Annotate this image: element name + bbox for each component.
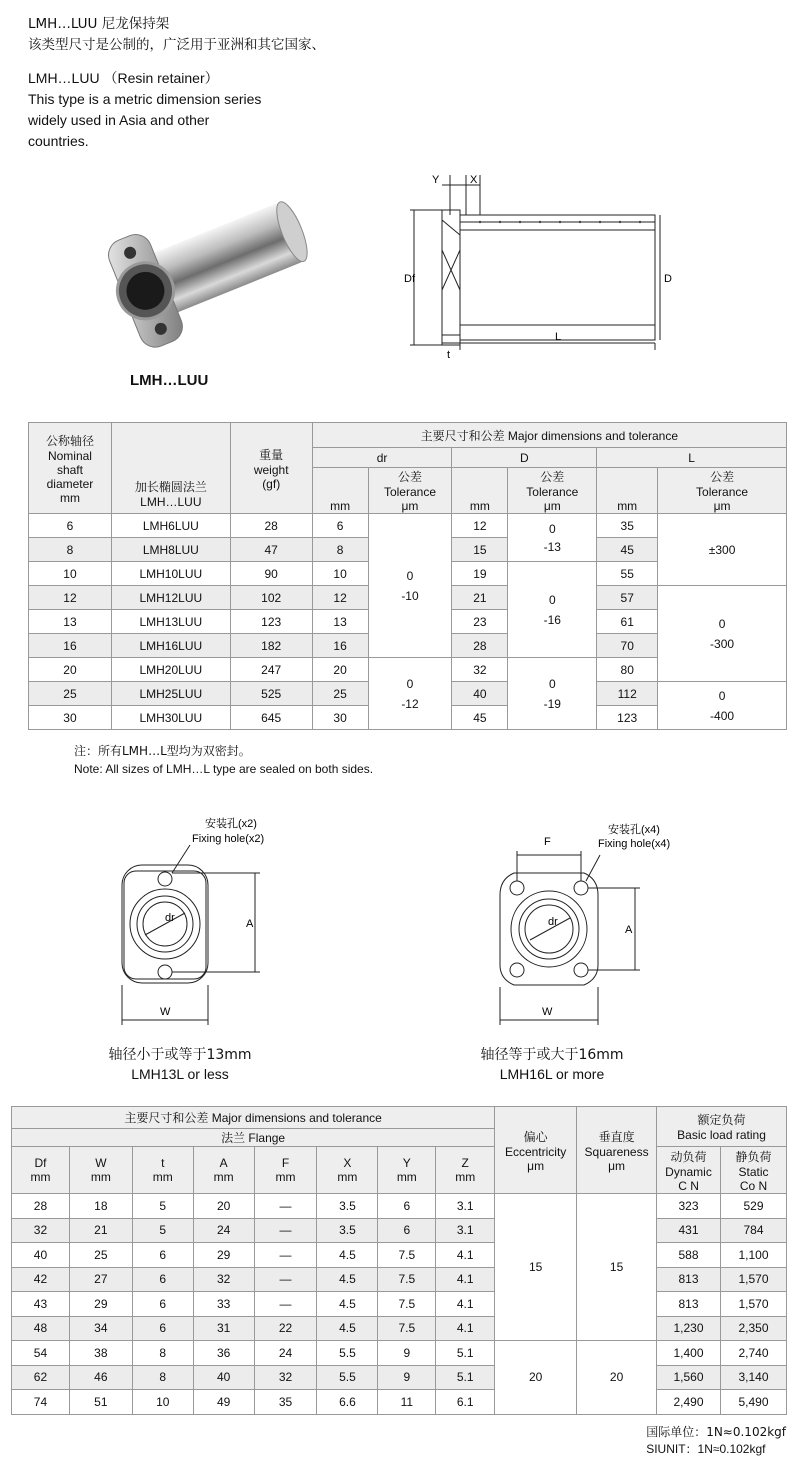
load-rating-header: 额定负荷 Basic load rating — [657, 1107, 787, 1147]
cell-y: 7.5 — [378, 1316, 436, 1341]
col-y: Y mm — [378, 1147, 436, 1194]
intro-cn-title: LMH…LUU 尼龙保持架 — [28, 16, 170, 32]
cell-a: 33 — [193, 1292, 254, 1317]
cell-static: 1,570 — [721, 1267, 787, 1292]
dim-y-label: Y — [432, 174, 440, 186]
D-tol-c: 0 -19 — [508, 658, 597, 730]
cell-dynamic: 323 — [657, 1194, 721, 1219]
cell-x: 5.5 — [317, 1365, 378, 1390]
fixing-hole-en-left: Fixing hole(x2) — [192, 833, 265, 845]
L-tol-b: 0 -300 — [658, 586, 787, 682]
cell-w: 25 — [69, 1243, 132, 1268]
cell-y: 6 — [378, 1194, 436, 1219]
cell-x: 4.5 — [317, 1243, 378, 1268]
cell-y: 9 — [378, 1365, 436, 1390]
col-weight-header: 重量 weight (gf) — [230, 423, 312, 514]
dimension-table — [28, 422, 787, 730]
table-row: 6 LMH6LUU 28 6 0 -10 12 0 -13 35 ±300 — [29, 514, 787, 538]
cell-a: 32 — [193, 1267, 254, 1292]
intro-cn-desc: 该类型尺寸是公制的，广泛用于亚洲和其它国家、 — [28, 37, 325, 53]
cell-f: — — [254, 1267, 317, 1292]
cell-df: 40 — [12, 1243, 70, 1268]
intro-text — [28, 14, 325, 152]
cell-static: 2,350 — [721, 1316, 787, 1341]
cell-a: 49 — [193, 1390, 254, 1415]
table-row — [12, 1341, 787, 1366]
D-mm-header: mm — [452, 468, 508, 514]
cell-x: 6.6 — [317, 1390, 378, 1415]
dr-header: dr — [312, 448, 452, 468]
dim-d-label: D — [664, 273, 672, 285]
cell-df: 48 — [12, 1316, 70, 1341]
cell-f: — — [254, 1218, 317, 1243]
cell-z: 5.1 — [436, 1341, 495, 1366]
cell-x: 4.5 — [317, 1316, 378, 1341]
dr-tol-b: 0 -12 — [368, 658, 452, 730]
cell-y: 7.5 — [378, 1267, 436, 1292]
col-model-header: 加长椭圆法兰 LMH…LUU — [111, 423, 230, 514]
cell-static: 5,490 — [721, 1390, 787, 1415]
table-row: 30 LMH30LUU 645 30 45 123 — [29, 706, 787, 730]
flange-header: 法兰 Flange — [12, 1129, 495, 1147]
cell-df: 28 — [12, 1194, 70, 1219]
L-tol-c: 0 -400 — [658, 682, 787, 730]
D-tol-header: 公差 Tolerance μm — [508, 468, 597, 514]
cell-z: 4.1 — [436, 1267, 495, 1292]
unit-note-cn: 国际单位：1N≈0.102kgf — [646, 1425, 786, 1439]
dr-tol-a: 0 -10 — [368, 514, 452, 658]
D-tol-a: 0 -13 — [508, 514, 597, 562]
cell-x: 4.5 — [317, 1292, 378, 1317]
cell-z: 3.1 — [436, 1218, 495, 1243]
cell-t: 8 — [132, 1365, 193, 1390]
eccentricity-header: 偏心 Eccentricity μm — [495, 1107, 577, 1194]
cell-dynamic: 2,490 — [657, 1390, 721, 1415]
cell-dynamic: 813 — [657, 1292, 721, 1317]
side-view-drawing — [380, 160, 700, 360]
cell-x: 5.5 — [317, 1341, 378, 1366]
intro-en-line2: widely used in Asia and other — [28, 112, 210, 128]
cell-dynamic: 588 — [657, 1243, 721, 1268]
cell-a: 20 — [193, 1194, 254, 1219]
cell-f: — — [254, 1292, 317, 1317]
major-dimensions-header: 主要尺寸和公差 Major dimensions and tolerance — [312, 423, 786, 448]
intro-en-line1: This type is a metric dimension series — [28, 91, 262, 107]
cell-w: 21 — [69, 1218, 132, 1243]
dim-f-right: F — [544, 836, 551, 848]
dr-tol-header: 公差 Tolerance μm — [368, 468, 452, 514]
cell-w: 18 — [69, 1194, 132, 1219]
intro-en-title: LMH…LUU （Resin retainer） — [28, 70, 219, 86]
table-row: 20 LMH20LUU 247 20 0 -12 32 0 -19 80 — [29, 658, 787, 682]
seal-note-en: Note: All sizes of LMH…L type are sealed on both sides. — [74, 762, 374, 776]
cell-x: 3.5 — [317, 1194, 378, 1219]
col-z: Z mm — [436, 1147, 495, 1194]
seal-note — [74, 742, 373, 778]
cell-dynamic: 1,230 — [657, 1316, 721, 1341]
flange-drawing-2-hole — [110, 815, 310, 1030]
cell-f: — — [254, 1243, 317, 1268]
cell-w: 29 — [69, 1292, 132, 1317]
cell-t: 5 — [132, 1194, 193, 1219]
cell-w: 27 — [69, 1267, 132, 1292]
col-df: Df mm — [12, 1147, 70, 1194]
dr-mm-header: mm — [312, 468, 368, 514]
cell-t: 6 — [132, 1292, 193, 1317]
cell-static: 529 — [721, 1194, 787, 1219]
dim-df-label: Df — [404, 273, 415, 285]
col-f: F mm — [254, 1147, 317, 1194]
col-w: W mm — [69, 1147, 132, 1194]
cell-df: 62 — [12, 1365, 70, 1390]
col-a: A mm — [193, 1147, 254, 1194]
cell-df: 42 — [12, 1267, 70, 1292]
cell-dynamic: 1,400 — [657, 1341, 721, 1366]
cell-w: 51 — [69, 1390, 132, 1415]
cell-t: 5 — [132, 1218, 193, 1243]
major-dimensions-header-2: 主要尺寸和公差 Major dimensions and tolerance — [12, 1107, 495, 1129]
cell-z: 3.1 — [436, 1194, 495, 1219]
table-row — [12, 1267, 787, 1292]
dim-dr-right: dr — [548, 916, 558, 928]
table-row — [12, 1194, 787, 1219]
cell-f: 22 — [254, 1316, 317, 1341]
table-row: 12 LMH12LUU 102 12 21 57 0 -300 — [29, 586, 787, 610]
dim-w-left: W — [160, 1006, 171, 1018]
cell-t: 6 — [132, 1267, 193, 1292]
eccentricity-value: 20 — [495, 1341, 577, 1415]
seal-note-cn: 注：所有LMH…L型均为双密封。 — [74, 744, 251, 758]
cell-z: 4.1 — [436, 1243, 495, 1268]
cell-z: 4.1 — [436, 1316, 495, 1341]
L-header: L — [597, 448, 787, 468]
table-row — [12, 1316, 787, 1341]
L-tol-a: ±300 — [658, 514, 787, 586]
cell-static: 2,740 — [721, 1341, 787, 1366]
table-row: 16 LMH16LUU 182 16 28 70 — [29, 634, 787, 658]
fixing-hole-en-right: Fixing hole(x4) — [598, 838, 671, 850]
eccentricity-value: 15 — [495, 1194, 577, 1341]
cell-static: 3,140 — [721, 1365, 787, 1390]
cell-t: 8 — [132, 1341, 193, 1366]
col-dynamic: 动负荷 Dynamic C N — [657, 1147, 721, 1194]
cell-df: 32 — [12, 1218, 70, 1243]
cell-x: 4.5 — [317, 1267, 378, 1292]
cell-w: 38 — [69, 1341, 132, 1366]
cell-dynamic: 431 — [657, 1218, 721, 1243]
table-row — [12, 1292, 787, 1317]
cell-t: 10 — [132, 1390, 193, 1415]
dim-dr-left: dr — [165, 912, 175, 924]
col-x: X mm — [317, 1147, 378, 1194]
photo-caption: LMH…LUU — [130, 372, 209, 389]
L-mm-header: mm — [597, 468, 658, 514]
table-row: 8 LMH8LUU 47 8 15 45 — [29, 538, 787, 562]
dim-x-label: X — [470, 174, 478, 186]
fixing-hole-cn-left: 安装孔(x2) — [205, 818, 257, 830]
dim-a-right: A — [625, 924, 633, 936]
flange-drawing-4-hole — [480, 815, 680, 1030]
table-row: 25 LMH25LUU 525 25 40 112 0 -400 — [29, 682, 787, 706]
dim-l-label: L — [555, 331, 562, 343]
cell-a: 24 — [193, 1218, 254, 1243]
cell-x: 3.5 — [317, 1218, 378, 1243]
cell-a: 29 — [193, 1243, 254, 1268]
flange-caption-left: 轴径小于或等于13mm LMH13L or less — [108, 1047, 252, 1082]
cell-a: 40 — [193, 1365, 254, 1390]
squareness-value: 20 — [577, 1341, 657, 1415]
col-t: t mm — [132, 1147, 193, 1194]
cell-y: 7.5 — [378, 1292, 436, 1317]
cell-y: 6 — [378, 1218, 436, 1243]
cell-w: 34 — [69, 1316, 132, 1341]
cell-f: 24 — [254, 1341, 317, 1366]
cell-t: 6 — [132, 1243, 193, 1268]
cell-f: — — [254, 1194, 317, 1219]
cell-w: 46 — [69, 1365, 132, 1390]
cell-y: 7.5 — [378, 1243, 436, 1268]
cell-t: 6 — [132, 1316, 193, 1341]
cell-y: 9 — [378, 1341, 436, 1366]
cell-z: 5.1 — [436, 1365, 495, 1390]
table-row — [12, 1243, 787, 1268]
D-tol-b: 0 -16 — [508, 562, 597, 658]
table-row: 10 LMH10LUU 90 10 19 0 -16 55 — [29, 562, 787, 586]
col-static: 静负荷 Static Co N — [721, 1147, 787, 1194]
cell-dynamic: 813 — [657, 1267, 721, 1292]
flange-table — [11, 1106, 787, 1415]
cell-static: 1,100 — [721, 1243, 787, 1268]
table-row: 13 LMH13LUU 123 13 23 61 — [29, 610, 787, 634]
bearing-photo — [90, 180, 320, 360]
cell-df: 54 — [12, 1341, 70, 1366]
unit-note-en: SIUNIT：1N≈0.102kgf — [646, 1442, 766, 1456]
cell-static: 784 — [721, 1218, 787, 1243]
flange-caption-right: 轴径等于或大于16mm LMH16L or more — [480, 1047, 624, 1082]
table-row — [12, 1218, 787, 1243]
fixing-hole-cn-right: 安装孔(x4) — [608, 824, 660, 836]
cell-z: 6.1 — [436, 1390, 495, 1415]
col-nominal-header: 公称轴径 Nominal shaft diameter mm — [29, 423, 112, 514]
cell-dynamic: 1,560 — [657, 1365, 721, 1390]
intro-en-line3: countries. — [28, 133, 89, 149]
cell-f: 35 — [254, 1390, 317, 1415]
squareness-value: 15 — [577, 1194, 657, 1341]
cell-a: 36 — [193, 1341, 254, 1366]
cell-df: 74 — [12, 1390, 70, 1415]
table-row — [12, 1390, 787, 1415]
L-tol-header: 公差 Tolerance μm — [658, 468, 787, 514]
cell-y: 11 — [378, 1390, 436, 1415]
table-row — [12, 1365, 787, 1390]
cell-df: 43 — [12, 1292, 70, 1317]
dim-a-left: A — [246, 918, 254, 930]
cell-static: 1,570 — [721, 1292, 787, 1317]
cell-z: 4.1 — [436, 1292, 495, 1317]
dim-w-right: W — [542, 1006, 553, 1018]
D-header: D — [452, 448, 597, 468]
unit-note — [646, 1424, 786, 1458]
dim-t-label: t — [447, 349, 451, 360]
cell-a: 31 — [193, 1316, 254, 1341]
squareness-header: 垂直度 Squareness μm — [577, 1107, 657, 1194]
cell-f: 32 — [254, 1365, 317, 1390]
